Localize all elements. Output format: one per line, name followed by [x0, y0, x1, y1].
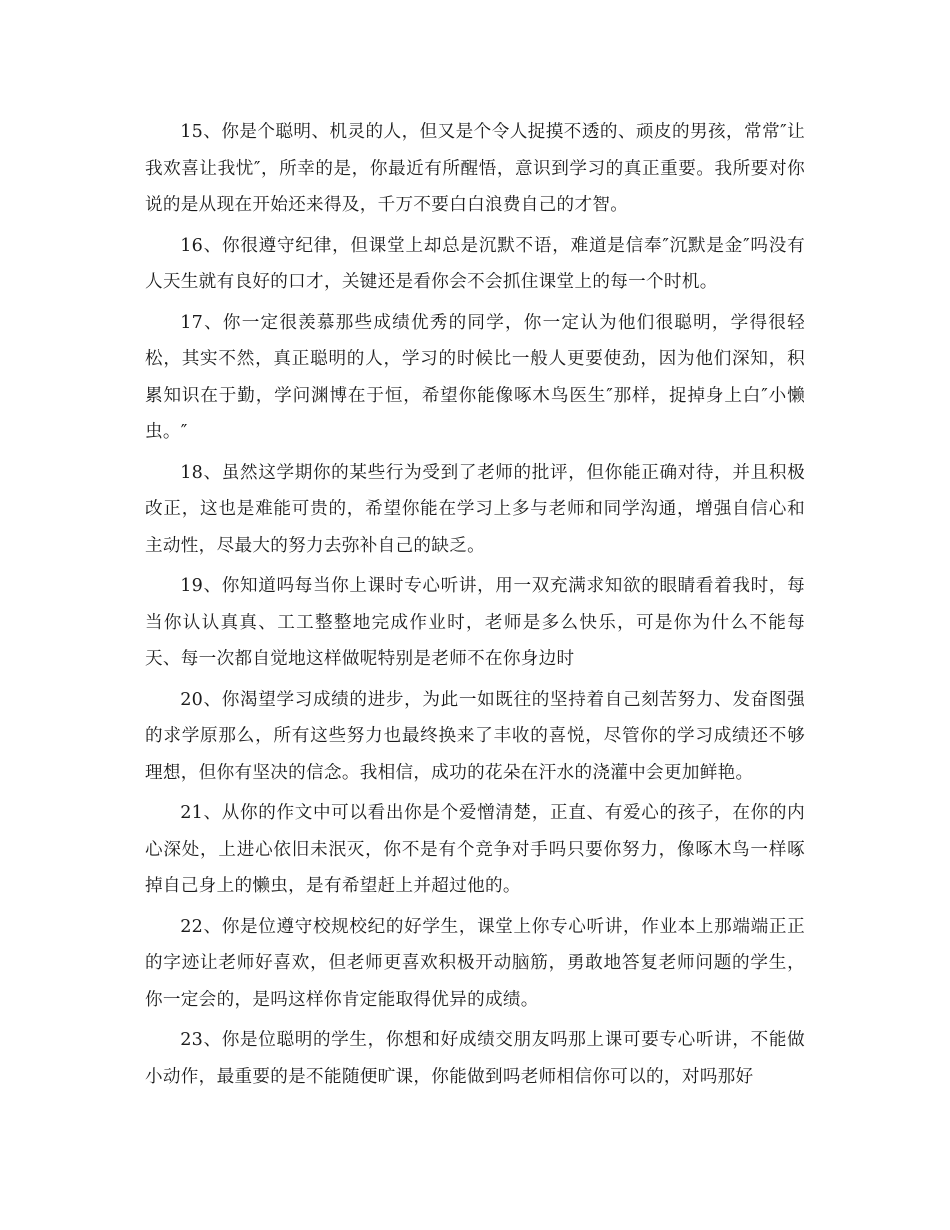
paragraph-20: 20、你渴望学习成绩的进步，为此一如既往的坚持着自己刻苦努力、发奋图强的求学原那么，所有这些努力也最终换来了丰收的喜悦，尽管你的学习成绩还不够理想，但你有坚决的信念。我相信，成功的花朵在汗水的浇灌中会更加鲜艳。	[145, 689, 805, 783]
paragraph-18: 18、虽然这学期你的某些行为受到了老师的批评，但你能正确对待，并且积极改正，这也是难能可贵的，希望你能在学习上多与老师和同学沟通，增强自信心和主动性，尽最大的努力去弥补自己的缺乏。	[145, 462, 805, 556]
paragraph-23: 23、你是位聪明的学生，你想和好成绩交朋友吗那上课可要专心听讲，不能做小动作，最重要的是不能随便旷课，你能做到吗老师相信你可以的，对吗那好	[145, 1030, 805, 1087]
paragraph-16: 16、你很遵守纪律，但课堂上却总是沉默不语，难道是信奉″沉默是金″吗没有人天生就有良好的口才，关键还是看你会不会抓住课堂上的每一个时机。	[145, 235, 805, 292]
paragraph-17: 17、你一定很羡慕那些成绩优秀的同学，你一定认为他们很聪明，学得很轻松，其实不然，真正聪明的人，学习的时候比一般人更要使劲，因为他们深知，积累知识在于勤，学问渊博在于恒，希望你能像啄木鸟医生″那样，捉掉身上白″小懒虫。″	[145, 312, 805, 442]
paragraph-22: 22、你是位遵守校规校纪的好学生，课堂上你专心听讲，作业本上那端端正正的字迹让老师好喜欢，但老师更喜欢积极开动脑筋，勇敢地答复老师问题的学生，你一定会的，是吗这样你肯定能取得优异的成绩。	[145, 916, 805, 1010]
paragraph-15: 15、你是个聪明、机灵的人，但又是个令人捉摸不透的、顽皮的男孩，常常″让我欢喜让我忧″，所幸的是，你最近有所醒悟，意识到学习的真正重要。我所要对你说的是从现在开始还来得及，千万不要白白浪费自己的才智。	[145, 122, 805, 215]
paragraph-19: 19、你知道吗每当你上课时专心听讲，用一双充满求知欲的眼睛看着我时，每当你认认真真、工工整整地完成作业时，老师是多么快乐，可是你为什么不能每天、每一次都自觉地这样做呢特别是老师不在你身边时	[145, 576, 805, 669]
document-body	[145, 114, 805, 1099]
paragraph-21: 21、从你的作文中可以看出你是个爱憎清楚，正直、有爱心的孩子，在你的内心深处，上进心依旧未泯灭，你不是有个竞争对手吗只要你努力，像啄木鸟一样啄掉自己身上的懒虫，是有希望赶上并超过他的。	[145, 803, 805, 896]
